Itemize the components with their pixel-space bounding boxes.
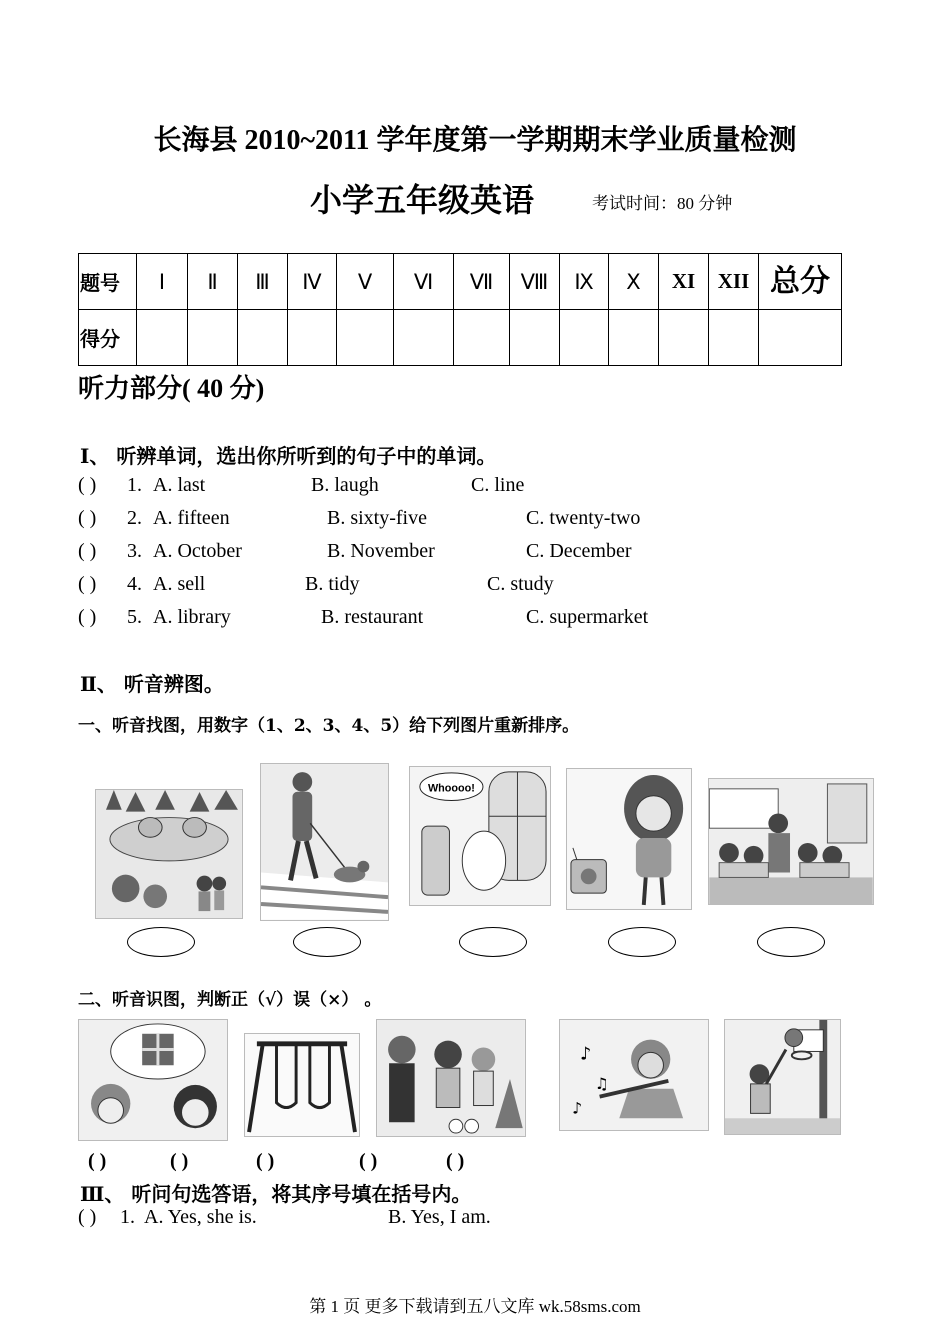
answer-paren[interactable]: ( )	[78, 507, 97, 529]
score-cell[interactable]	[709, 310, 759, 366]
score-cell-total[interactable]	[759, 310, 842, 366]
score-cell[interactable]	[560, 310, 609, 366]
item-number: 2.	[127, 507, 142, 529]
exam-title: 长海县 2010~2011 学年度第一学期期末学业质量检测	[153, 125, 797, 156]
score-col-8: Ⅷ	[510, 254, 560, 310]
score-cell[interactable]	[659, 310, 709, 366]
score-table	[78, 253, 842, 366]
judge-paren[interactable]: ( )	[446, 1150, 465, 1172]
order-answer-oval[interactable]	[459, 927, 527, 957]
option-b: B. November	[327, 540, 435, 562]
girl-radio-picture	[566, 768, 692, 910]
whoooo-bubble-text: Whoooo!	[427, 782, 475, 795]
score-col-11: XI	[659, 254, 709, 310]
score-col-6: Ⅵ	[394, 254, 454, 310]
score-cell[interactable]	[394, 310, 454, 366]
part1-heading: Ⅰ、 听辨单词，选出你所听到的句子中的单词。	[80, 444, 497, 468]
order-answer-oval[interactable]	[293, 927, 361, 957]
score-cell[interactable]	[454, 310, 510, 366]
score-cell[interactable]	[510, 310, 560, 366]
exam-time: 考试时间：80 分钟	[592, 194, 733, 213]
score-cell[interactable]	[337, 310, 394, 366]
option-a: A. sell	[153, 573, 206, 595]
park-picture	[95, 789, 243, 919]
part2-sub1: 一、听音找图，用数字（1、2、3、4、5）给下列图片重新排序。	[78, 716, 580, 736]
score-col-3: Ⅲ	[238, 254, 288, 310]
score-table-score-row	[79, 310, 842, 366]
score-col-total: 总分	[759, 254, 842, 310]
order-answer-oval[interactable]	[608, 927, 676, 957]
listening-section-title: 听力部分( 40 分)	[78, 374, 265, 403]
answer-paren[interactable]: ( )	[78, 540, 97, 562]
option-b: B. laugh	[311, 474, 379, 496]
score-col-1: Ⅰ	[137, 254, 188, 310]
score-col-2: Ⅱ	[188, 254, 238, 310]
option-a: A. October	[153, 540, 242, 562]
order-answer-oval[interactable]	[127, 927, 195, 957]
judge-paren[interactable]: ( )	[170, 1150, 189, 1172]
gift-thought-picture	[78, 1019, 228, 1141]
item-number: 4.	[127, 573, 142, 595]
flute-picture	[559, 1019, 709, 1131]
swing-picture	[244, 1033, 360, 1137]
order-answer-oval[interactable]	[757, 927, 825, 957]
exam-subtitle: 小学五年级英语	[310, 182, 535, 218]
option-b: B. sixty-five	[327, 507, 427, 529]
option-c: C. supermarket	[526, 606, 649, 628]
music-note-icon: ♪	[572, 1098, 583, 1118]
music-note-icon: ♫	[594, 1073, 609, 1093]
score-cell[interactable]	[238, 310, 288, 366]
judge-paren[interactable]: ( )	[256, 1150, 275, 1172]
music-note-icon: ♪	[579, 1044, 592, 1065]
classroom-picture	[708, 778, 874, 905]
score-cell[interactable]	[288, 310, 337, 366]
item-number: 1.	[120, 1206, 135, 1228]
part3-heading: Ⅲ、 听问句选答语，将其序号填在括号内。	[80, 1182, 472, 1206]
option-c: C. line	[471, 474, 525, 496]
score-cell[interactable]	[137, 310, 188, 366]
option-b: B. restaurant	[321, 606, 424, 628]
basketball-picture	[724, 1019, 841, 1135]
score-table-row2-label: 得分	[79, 310, 137, 366]
whoooo-picture	[409, 766, 551, 906]
judge-paren[interactable]: ( )	[88, 1150, 107, 1172]
part2-sub2: 二、听音识图，判断正（√）误（×） 。	[78, 990, 382, 1010]
children-group-picture	[376, 1019, 526, 1137]
score-col-5: Ⅴ	[337, 254, 394, 310]
page-footer: 第 1 页 更多下载请到五八文库 wk.58sms.com	[309, 1297, 641, 1316]
score-cell[interactable]	[188, 310, 238, 366]
score-col-12: XII	[709, 254, 759, 310]
judge-paren[interactable]: ( )	[359, 1150, 378, 1172]
item-number: 5.	[127, 606, 142, 628]
score-col-7: Ⅶ	[454, 254, 510, 310]
answer-paren[interactable]: ( )	[78, 474, 97, 496]
score-col-10: Ⅹ	[609, 254, 659, 310]
item-number: 3.	[127, 540, 142, 562]
item-number: 1.	[127, 474, 142, 496]
score-col-4: Ⅳ	[288, 254, 337, 310]
answer-paren[interactable]: ( )	[78, 1206, 97, 1228]
score-col-9: Ⅸ	[560, 254, 609, 310]
option-a: A. Yes, she is.	[144, 1206, 257, 1228]
score-table-header-row	[79, 254, 842, 310]
option-b: B. Yes, I am.	[388, 1206, 491, 1228]
option-c: C. December	[526, 540, 632, 562]
option-a: A. last	[153, 474, 206, 496]
option-a: A. fifteen	[153, 507, 230, 529]
option-b: B. tidy	[305, 573, 360, 595]
option-c: C. study	[487, 573, 554, 595]
answer-paren[interactable]: ( )	[78, 606, 97, 628]
answer-paren[interactable]: ( )	[78, 573, 97, 595]
part2-heading: Ⅱ、 听音辨图。	[80, 672, 224, 696]
score-cell[interactable]	[609, 310, 659, 366]
score-table-row1-label: 题号	[79, 254, 137, 310]
walking-dog-picture	[260, 763, 389, 921]
option-c: C. twenty-two	[526, 507, 641, 529]
option-a: A. library	[153, 606, 231, 628]
